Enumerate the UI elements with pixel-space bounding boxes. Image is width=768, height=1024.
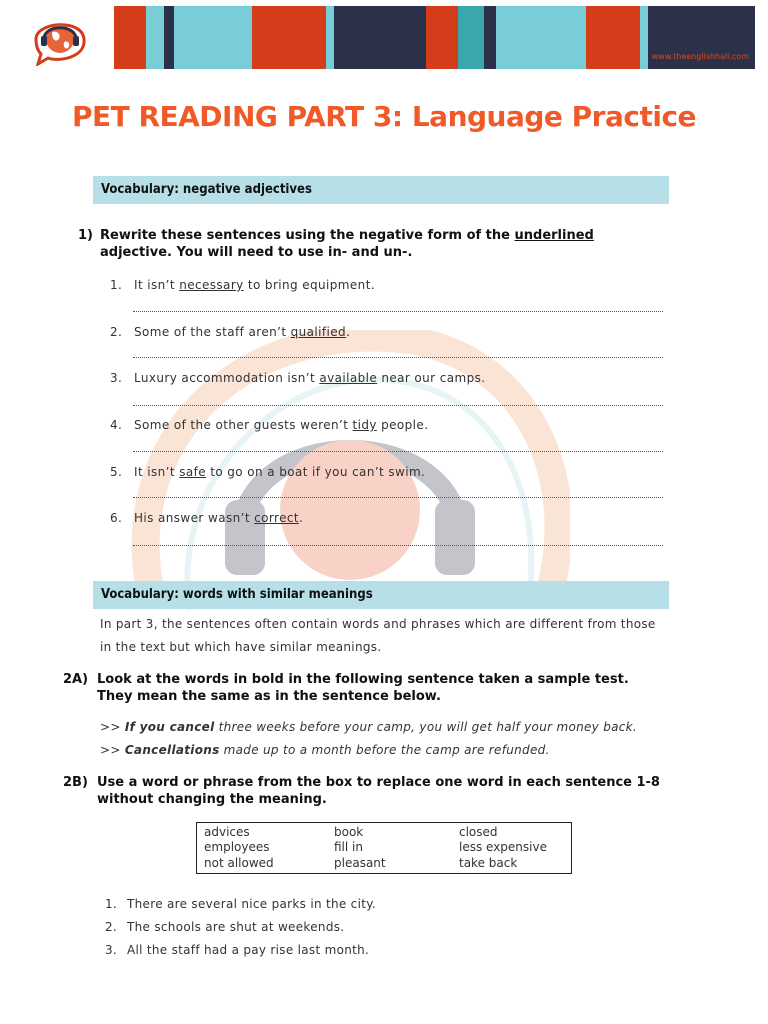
site-url: www.theenglishhall.com xyxy=(651,52,749,61)
question-number: 1) xyxy=(78,228,93,243)
instruction-text: Rewrite these sentences using the negative form of the underlined adjective. You will need to use in- and un-. xyxy=(100,228,594,260)
list-item: 3. All the staff had a pay rise last month. xyxy=(105,943,370,957)
example-sentence-2: >> Cancellations made up to a month before the camp are refunded. xyxy=(100,743,550,757)
answer-line[interactable] xyxy=(133,451,663,452)
header-banner xyxy=(12,6,755,69)
list-item: 3. Luxury accommodation isn’t available near our camps. xyxy=(110,371,486,385)
word-box-item: not allowed xyxy=(204,856,274,870)
list-item: 2. The schools are shut at weekends. xyxy=(105,920,345,934)
page-title: PET READING PART 3: Language Practice xyxy=(71,100,697,133)
headset-globe-logo-icon xyxy=(28,12,90,66)
word-box-item: fill in xyxy=(334,840,363,854)
word-box-item: less expensive xyxy=(459,840,547,854)
word-box-item: take back xyxy=(459,856,518,870)
answer-line[interactable] xyxy=(133,405,663,406)
word-box-item: closed xyxy=(459,825,498,839)
example-sentence-1: >> If you cancel three weeks before your camp, you will get half your money back. xyxy=(100,720,638,734)
question-number: 2B) xyxy=(63,775,88,790)
section-heading-similar-meanings: Vocabulary: words with similar meanings xyxy=(93,581,669,609)
list-item: 1. It isn’t necessary to bring equipment. xyxy=(110,278,376,292)
list-item: 1. There are several nice parks in the city. xyxy=(105,897,377,911)
intro-paragraph: In part 3, the sentences often contain words and phrases which are different from those in the text but which have similar meanings. xyxy=(100,617,656,654)
question-number: 2A) xyxy=(63,672,89,687)
answer-line[interactable] xyxy=(133,497,663,498)
section-heading-negative-adjectives: Vocabulary: negative adjectives xyxy=(93,176,669,204)
instruction-text: Look at the words in bold in the following sentence taken a sample test. They mean the same as in the sentence below. xyxy=(97,672,629,704)
answer-line[interactable] xyxy=(133,311,663,312)
list-item: 6. His answer wasn’t correct. xyxy=(110,511,304,525)
word-box-item: book xyxy=(334,825,364,839)
answer-line[interactable] xyxy=(133,357,663,358)
list-item: 4. Some of the other guests weren’t tidy people. xyxy=(110,418,429,432)
word-box-item: advices xyxy=(204,825,250,839)
word-box-item: employees xyxy=(204,840,270,854)
word-box xyxy=(196,822,572,874)
instruction-text: Use a word or phrase from the box to replace one word in each sentence 1-8 without changing the meaning. xyxy=(97,775,660,807)
list-item: 2. Some of the staff aren’t qualified. xyxy=(110,325,351,339)
answer-line[interactable] xyxy=(133,545,663,546)
list-item: 5. It isn’t safe to go on a boat if you can’t swim. xyxy=(110,465,426,479)
word-box-item: pleasant xyxy=(334,856,386,870)
